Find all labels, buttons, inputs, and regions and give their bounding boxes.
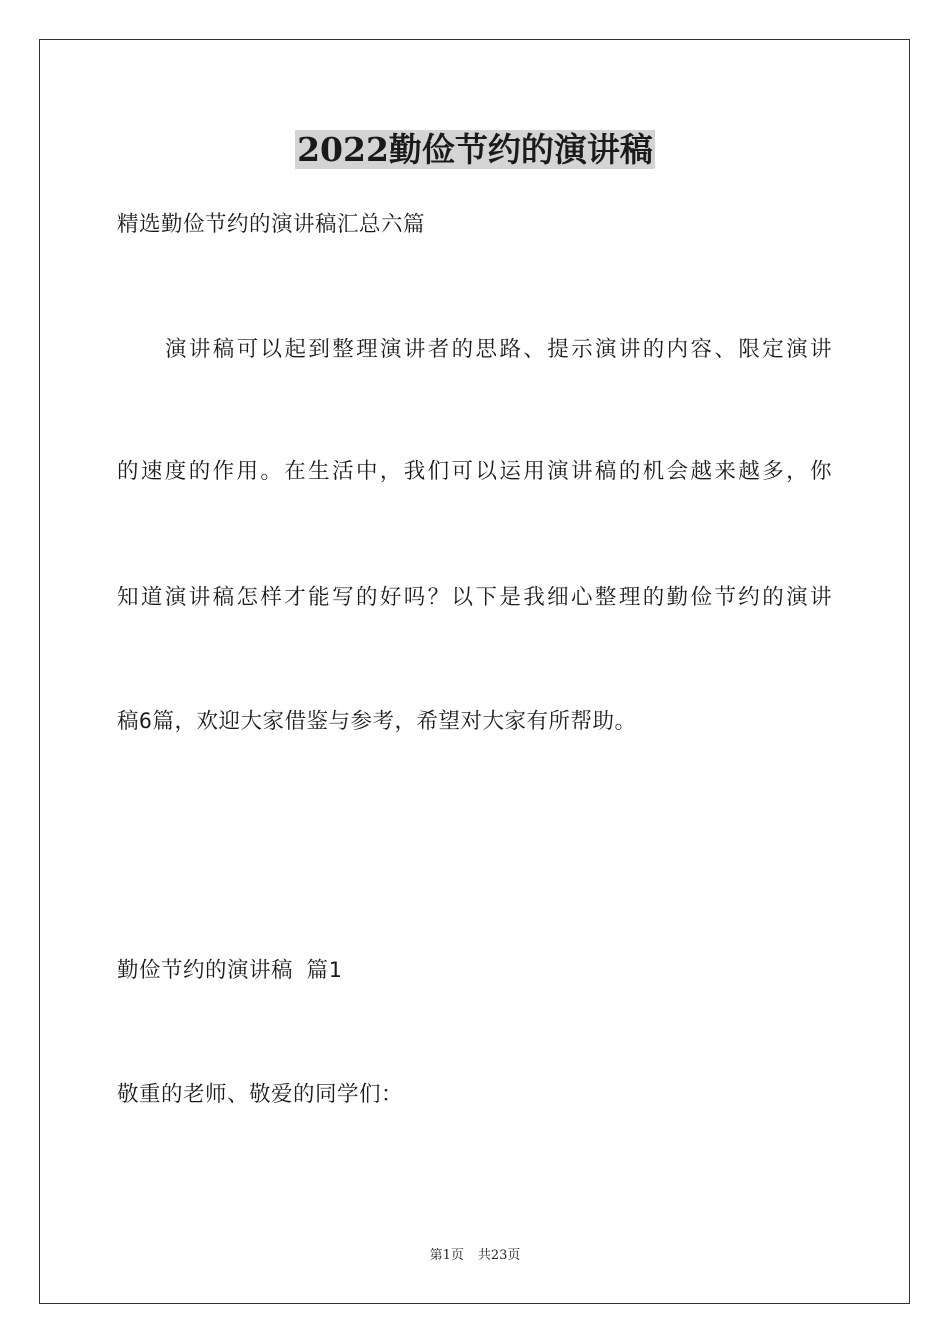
document-title — [0, 128, 950, 172]
document-title-text: 2022勤俭节约的演讲稿 — [297, 130, 653, 169]
document-subtitle: 精选勤俭节约的演讲稿汇总六篇 — [117, 212, 426, 237]
intro-line-4: 稿6篇，欢迎大家借鉴与参考，希望对大家有所帮助。 — [117, 709, 637, 734]
intro-line-3: 知道演讲稿怎样才能写的好吗？以下是我细心整理的勤俭节约的演讲 — [117, 585, 832, 610]
page-number: 第1页 — [429, 1248, 464, 1263]
intro-line-2: 的速度的作用。在生活中，我们可以运用演讲稿的机会越来越多，你 — [117, 459, 832, 484]
page-total: 共23页 — [477, 1248, 521, 1263]
section-heading: 勤俭节约的演讲稿 篇1 — [117, 958, 342, 983]
page-footer — [0, 1246, 950, 1266]
intro-line-1: 演讲稿可以起到整理演讲者的思路、提示演讲的内容、限定演讲 — [165, 337, 832, 362]
salutation: 敬重的老师、敬爱的同学们： — [117, 1082, 404, 1107]
